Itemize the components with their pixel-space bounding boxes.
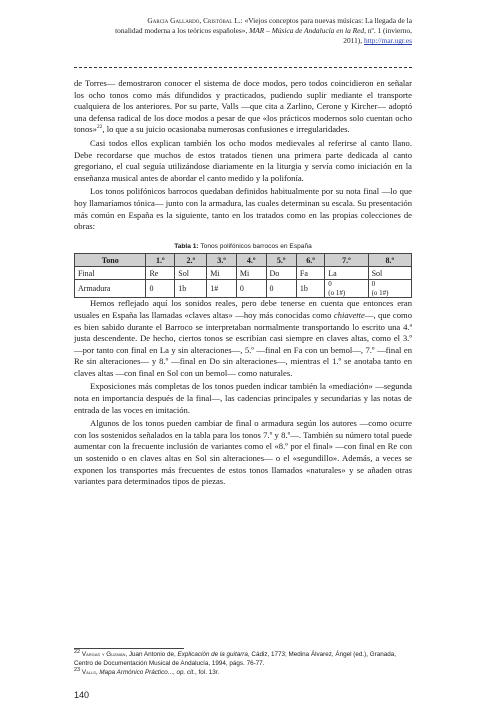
- paragraph-4-text: Hemos reflejado aquí los sonidos reales, pero debe tenerse en cuenta que entonces eran usuales en España las llamadas «claves altas» —hoy más conocidas como: [74, 298, 412, 320]
- footnote-number: 22: [74, 648, 81, 655]
- table-row: [75, 280, 412, 298]
- body-text: [74, 78, 412, 488]
- table-header-cell: 3.º: [207, 254, 237, 267]
- paragraph-4: [74, 298, 412, 379]
- table-header-cell: 5.º: [266, 254, 296, 267]
- footnote-ref-22[interactable]: 22: [96, 124, 103, 131]
- header-citation-1: : «Viejos conceptos para nuevas músicas: La llegada de la: [240, 16, 412, 25]
- paragraph-4-italic: chiavette: [333, 309, 365, 320]
- header-citation-4: 2011),: [343, 36, 364, 46]
- table-caption: [74, 241, 412, 253]
- table-cell: Mi: [207, 267, 237, 280]
- page-number: 140: [74, 690, 90, 700]
- table-header-cell: 4.º: [236, 254, 266, 267]
- paragraph-4-text-end: —, que como es bien sabido durante el Barroco se interpretaban normalmente transportando lo escrito una 4.ª justa descendente. De hecho, ciertos tonos se escribían casi siempre en claves altas, como el 3.º —por tanto con final en La y sin alteraciones—, 5.º —final en Fa con un bemol—, 7.º —final en Re sin alteraciones— y 8.º —final en Do sin alteraciones—, mientras el 1.º se anotaba tanto en claves altas —con final en Sol con un bemol— como naturales.: [74, 309, 412, 378]
- header-divider: [74, 67, 412, 68]
- table-cell-note: (o 1#): [328, 288, 346, 297]
- table-row: [75, 267, 412, 280]
- footnote-text: , Cádiz, 1773; Medina Álvarez, Ángel (ed.), Granada, Centro de Documentación Musical de Andalucía, 1994, págs. 76-77.: [74, 651, 396, 667]
- paragraph-6: Algunos de los tonos pueden cambiar de final o armadura según los autores —como ocurre con los sostenidos señalados en la tabla para los tonos 7.º y 8.º—. También su número total puede aumentar con la frecuente inclusión de variantes como el «8.º por el final» —con final en Re con un sostenido o en claves altas en Sol sin alteraciones— o el «segundillo». Además, a veces se exponen los transportes más frecuentes de estos tonos llamados «naturales» y se añaden otras variantes para determinados tipos de piezas.: [74, 418, 412, 487]
- table-cell-value: 0: [371, 280, 376, 289]
- table-cell: 1#: [207, 280, 237, 298]
- table-header-cell: 8.º: [368, 254, 411, 267]
- footnote-text: ...,: [167, 668, 177, 676]
- header-citation-2: tonalidad moderna a los teóricos españoles»,: [115, 26, 250, 36]
- table-cell: Fa: [296, 267, 324, 280]
- footnote-title: Mapa Armónico Práctico: [99, 668, 168, 676]
- footnote-author: Valls: [81, 668, 96, 676]
- footnote-divider: [74, 648, 184, 649]
- footnotes: [74, 648, 412, 677]
- paragraph-1: [74, 78, 412, 136]
- footnote-text: , Juan Antonio de,: [125, 651, 178, 658]
- table-cell: 1b: [296, 280, 324, 298]
- table-caption-text: Tonos polifónicos barrocos en España: [198, 242, 312, 250]
- header-url-link[interactable]: http://mar.ugr.es: [363, 36, 412, 46]
- table-cell: [325, 280, 368, 298]
- table-cell: Armadura: [75, 280, 146, 298]
- table-cell: Final: [75, 267, 146, 280]
- table-cell: Mi: [236, 267, 266, 280]
- footnote-title: Explicación de la guitarra: [177, 651, 248, 658]
- table-cell-value: 0: [328, 280, 332, 289]
- running-header: [74, 16, 412, 47]
- table-cell-note: (o 1#): [371, 288, 389, 297]
- table-cell: [368, 280, 411, 298]
- table-cell: La: [325, 267, 368, 280]
- footnote-text: ,: [95, 668, 100, 676]
- table-cell: Sol: [368, 267, 411, 280]
- header-journal: MAR – Música de Andalucía en la Red: [249, 26, 365, 36]
- table-caption-label: Tabla 1:: [174, 242, 199, 250]
- footnote-op-cit: op. cit.: [176, 668, 196, 676]
- table-cell: Sol: [175, 267, 207, 280]
- footnote-author: Vargas y Guzmán: [81, 651, 126, 658]
- footnote-text: , fol. 13r.: [195, 668, 220, 676]
- table-cell: 0: [146, 280, 175, 298]
- table-header-cell: Tono: [75, 254, 146, 267]
- table-cell: 0: [266, 280, 296, 298]
- footnote-23: [74, 666, 412, 678]
- paragraph-5: Exposiciones más completas de los tonos pueden indicar también la «mediación» —segunda nota en importancia después de la final—, las cadencias principales y secundarias y las notas de entrada de las voces en imitación.: [74, 381, 412, 415]
- table-cell: 0: [236, 280, 266, 298]
- table-header-row: [75, 254, 412, 267]
- table-header-cell: 7.º: [325, 254, 368, 267]
- paragraph-3: Los tonos polifónicos barrocos quedaban definidos habitualmente por su nota final —lo que hoy llamaríamos tónica— junto con la armadura, las cuales determinan su escala. Su presentación más común en España es la siguiente, tanto en los tratados como en las propias colecciones de obras:: [74, 186, 412, 232]
- footnote-number: 23: [74, 666, 81, 673]
- table-header-cell: 6.º: [296, 254, 324, 267]
- footnote-22: [74, 648, 412, 669]
- paragraph-1-text: de Torres— demostraron conocer el sistema de doce modos, pero todos coincidieron en señalar los ocho tonos como más difundidos y practicados, pudiendo suplir mediante el transporte cualquiera de los anteriores. Por su parte, Valls —que cita a Zarlino, Cerone y Kircher— adoptó una defensa radical de los doce modos a pesar de que «los prácticos modernos solo cuentan ocho tonos»: [74, 78, 412, 135]
- paragraph-1-text-end: , lo que a su juicio ocasionaba numerosas confusiones e irregularidades.: [102, 124, 350, 135]
- paragraph-2: Casi todos ellos explican también los ocho modos medievales al referirse al canto llano. Debe recordarse que muchos de estos tratados tienen una primera parte dedicada al canto gregoriano, el cual seguía utilizándose diariamente en la liturgia y servía como iniciación en la enseñanza musical antes de abordar el canto medido y la polifonía.: [74, 137, 412, 183]
- table-cell: 1b: [175, 280, 207, 298]
- table-header-cell: 2.º: [175, 254, 207, 267]
- header-author: Garcia Gallardo, Cristóbal L.: [147, 16, 241, 25]
- table-cell: Re: [146, 267, 175, 280]
- table-header-cell: 1.º: [146, 254, 175, 267]
- tonos-table: [74, 253, 412, 298]
- header-citation-3: , nº. 1 (invierno,: [364, 26, 412, 36]
- table-cell: Do: [266, 267, 296, 280]
